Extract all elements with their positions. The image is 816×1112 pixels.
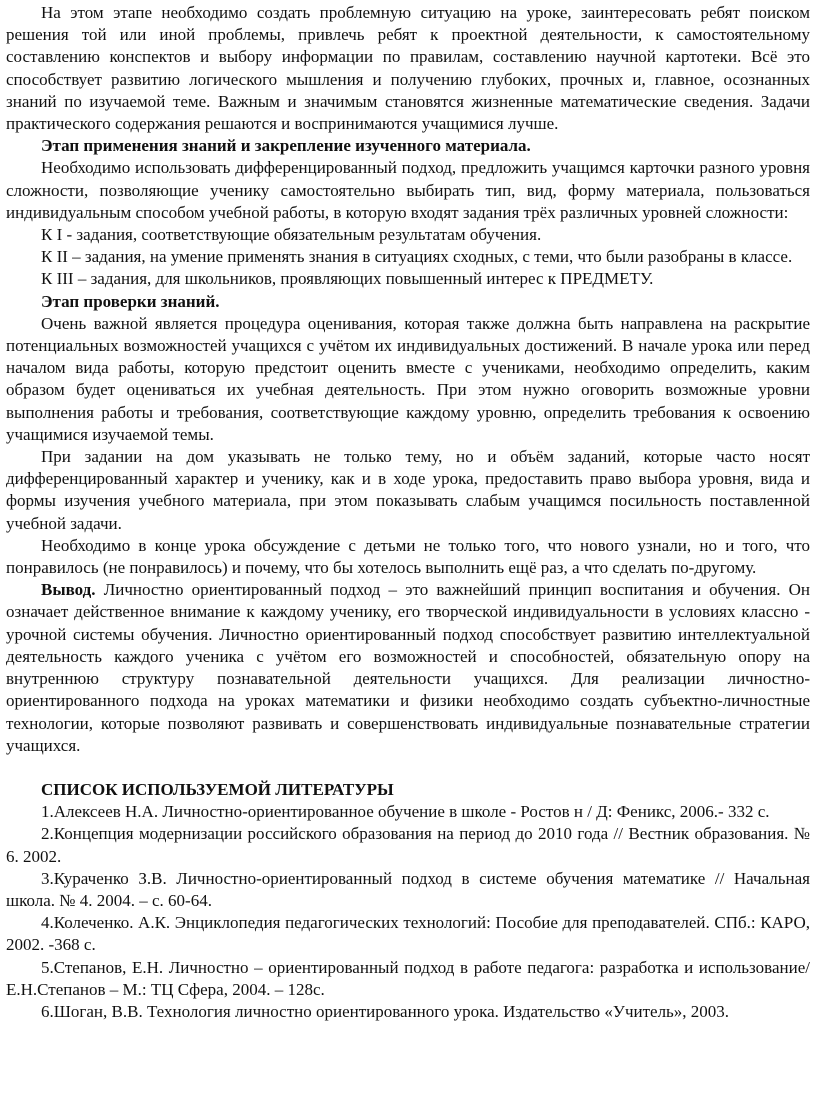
section-heading-application: Этап применения знаний и закрепление изученного материала. — [41, 136, 531, 156]
section-heading-knowledge-check: Этап проверки знаний. — [41, 291, 220, 311]
paragraph-conclusion — [6, 579, 810, 757]
paragraph-lesson-discussion: Необходимо в конце урока обсуждение с детьми не только того, что нового узнали, но и того, что понравилось (не понравилось) и почему, что бы хотелось выполнить ещё раз, а что сделать по-другому. — [6, 535, 810, 578]
reference-item: 6.Шоган, В.В. Технология личностно ориентированного урока. Издательство «Учитель», 2003. — [41, 1001, 730, 1021]
reference-item: 2.Концепция модернизации российского образования на период до 2010 года // Вестник образования. № 6. 2002. — [6, 824, 810, 866]
reference-item: 5.Степанов, Е.Н. Личностно – ориентированный подход в работе педагога: разработка и использование/ Е.Н.Степанов – М.: ТЦ Сфера, 2004. – 128с. — [6, 957, 810, 999]
conclusion-label: Вывод. — [41, 580, 96, 600]
list-item-level-2: К II – задания, на умение применять знания в ситуациях сходных, с теми, что были разобраны в классе. — [41, 247, 793, 267]
conclusion-text: Личностно ориентированный подход – это важнейший принцип воспитания и обучения. Он означает действенное внимание к каждому ученику, его творческой индивидуальности в условиях классно - урочной системы обучения. Личностно ориентированный подход способствует развитию интеллектуальной деятельность каждого ученика с учётом его возможностей и способностей, обязательную опору на внутреннюю структуру познавательной деятельности учащихся. Для реализации личностно-ориентированного подхода на уроках математики и физики необходимо создать субъектно-личностные технологии, которые позволяют развивать и совершенствовать индивидуальные познавательные стратегии учащихся. — [6, 580, 810, 755]
reference-item: 4.Колеченко. А.К. Энциклопедия педагогических технологий: Пособие для преподавателей. СПб.: КАРО, 2002. -368 с. — [6, 913, 810, 955]
paragraph-differentiated-approach: Необходимо использовать дифференцированный подход, предложить учащимся карточки разного уровня сложности, позволяющие ученику самостоятельно выбирать тип, вид, форму материала, пользоваться индивидуальным способом учебной работы, в которую входят задания трёх различных уровней сложности: — [6, 158, 810, 222]
list-item-level-3: К III – задания, для школьников, проявляющих повышенный интерес к ПРЕДМЕТУ. — [41, 269, 654, 289]
paragraph-problem-situation: На этом этапе необходимо создать проблемную ситуацию на уроке, заинтересовать ребят поиском решения той или иной проблемы, привлечь ребят к проектной деятельности, к самостоятельному составлению конспектов и выбору информации по правилам, составлению научной картотеки. Всё это способствует развитию логического мышления и получению глубоких, прочных и, главное, осознанных знаний по изучаемой теме. Важным и значимым становятся жизненные математические сведения. Задачи практического содержания решаются и воспринимаются учащимися лучше. — [6, 3, 810, 134]
reference-item: 1.Алексеев Н.А. Личностно-ориентированное обучение в школе - Ростов н / Д: Феникс, 2006.- 332 с. — [41, 802, 770, 822]
references-title: СПИСОК ИСПОЛЬЗУЕМОЙ ЛИТЕРАТУРЫ — [41, 779, 394, 799]
paragraph-homework: При задании на дом указывать не только тему, но и объём заданий, которые часто носят дифференцированный характер и ученику, как и в ходе урока, предоставить право выбора уровня, вида и формы изучения учебного материала, при этом показывать слабым учащимся посильность поставленной учебной задачи. — [6, 447, 810, 533]
paragraph-assessment: Очень важной является процедура оценивания, которая также должна быть направлена на раскрытие потенциальных возможностей учащихся с учётом их индивидуальных достижений. В начале урока или перед началом вида работы, которую предстоит оценить вместе с учениками, необходимо определить, каким образом будет оцениваться их учебная деятельность. При этом нужно оговорить возможные уровни выполнения работы и требования, соответствующие каждому уровню, определить требования к освоению учащимися изучаемой темы. — [6, 313, 810, 444]
list-item-level-1: К I - задания, соответствующие обязательным результатам обучения. — [41, 225, 542, 245]
reference-item: 3.Кураченко З.В. Личностно-ориентированный подход в системе обучения математике // Начальная школа. № 4. 2004. – с. 60-64. — [6, 868, 810, 910]
